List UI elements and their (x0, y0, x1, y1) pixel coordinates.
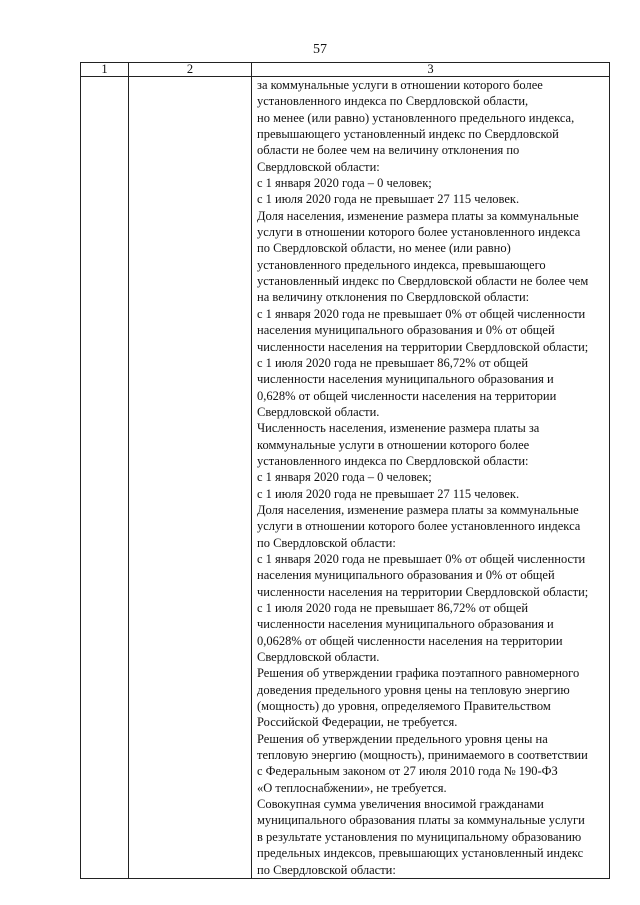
text-line: Численность населения, изменение размера платы за (257, 421, 540, 436)
text-line: установленный индекс по Свердловской области не более чем (257, 274, 589, 289)
table-row (81, 77, 610, 879)
text-line: Совокупная сумма увеличения вносимой гражданами (257, 797, 544, 812)
text-line: коммунальные услуги в отношении которого более (257, 437, 530, 452)
text-line: превышающего установленный индекс по Свердловской (257, 127, 559, 142)
column-2-cell (129, 77, 252, 879)
text-line: муниципального образования платы за коммунальные услуги (257, 813, 585, 828)
document-table (80, 62, 610, 879)
text-line: предельных индексов, превышающих установленный индекс (257, 846, 584, 861)
column-3-cell (252, 77, 610, 879)
text-line: с 1 июля 2020 года не превышает 86,72% от общей (257, 355, 529, 370)
text-line: населения муниципального образования и 0% от общей (257, 323, 555, 338)
text-line: (мощность) до уровня, определяемого Правительством (257, 699, 551, 714)
column-header-1: 1 (81, 63, 129, 77)
text-line: численности населения муниципального образования и (257, 372, 554, 387)
text-line: установленного индекса по Свердловской области, (257, 94, 529, 109)
text-line: услуги в отношении которого более установленного индекса (257, 519, 581, 534)
text-line: установленного предельного индекса, превышающего (257, 257, 546, 272)
text-line: с 1 июля 2020 года не превышает 27 115 человек. (257, 486, 520, 501)
text-line: с 1 января 2020 года не превышает 0% от общей численности (257, 306, 586, 321)
text-line: по Свердловской области: (257, 535, 396, 550)
text-line: Свердловской области. (257, 650, 380, 665)
text-line: области не более чем на величину отклонения по (257, 143, 520, 158)
text-line: доведения предельного уровня цены на тепловую энергию (257, 682, 570, 697)
text-line: по Свердловской области: (257, 862, 396, 877)
text-line: но менее (или равно) установленного предельного индекса, (257, 110, 575, 125)
column-header-2: 2 (129, 63, 252, 77)
text-line: с 1 января 2020 года не превышает 0% от общей численности (257, 551, 586, 566)
text-line: Доля населения, изменение размера платы за коммунальные (257, 502, 579, 517)
text-line: 0,628% от общей численности населения на территории (257, 388, 557, 403)
text-line: установленного индекса по Свердловской области: (257, 453, 529, 468)
text-line: Свердловской области. (257, 404, 380, 419)
text-line: Свердловской области: (257, 159, 380, 174)
text-line: в результате установления по муниципальному образованию (257, 829, 582, 844)
table-header-row (81, 63, 610, 77)
text-line: по Свердловской области, но менее (или равно) (257, 241, 511, 256)
text-line: тепловую энергию (мощность), принимаемого в соответствии (257, 748, 588, 763)
page-number: 57 (313, 42, 327, 57)
text-line: «О теплоснабжении», не требуется. (257, 780, 447, 795)
column-header-3: 3 (252, 63, 610, 77)
text-line: за коммунальные услуги в отношении которого более (257, 78, 543, 92)
text-line: численности населения муниципального образования и (257, 617, 554, 632)
text-line: с 1 июля 2020 года не превышает 86,72% от общей (257, 601, 529, 615)
text-line: услуги в отношении которого более установленного индекса (257, 225, 581, 240)
text-line: численности населения на территории Свердловской области; (257, 584, 589, 599)
text-line: с Федеральным законом от 27 июля 2010 года № 190-ФЗ (257, 764, 558, 779)
text-line: Решения об утверждении графика поэтапного равномерного (257, 666, 580, 681)
text-line: с 1 января 2020 года – 0 человек; (257, 176, 432, 191)
text-line: с 1 июля 2020 года не превышает 27 115 человек. (257, 192, 520, 207)
text-line: 0,0628% от общей численности населения на территории (257, 633, 563, 648)
text-line: численности населения на территории Свердловской области; (257, 339, 589, 354)
text-line: с 1 января 2020 года – 0 человек; (257, 470, 432, 485)
column-1-cell (81, 77, 129, 879)
text-line: Решения об утверждении предельного уровня цены на (257, 731, 548, 746)
text-line: Доля населения, изменение размера платы за коммунальные (257, 208, 579, 223)
column-3-text (252, 77, 609, 878)
text-line: Российской Федерации, не требуется. (257, 715, 458, 730)
text-line: населения муниципального образования и 0% от общей (257, 568, 555, 583)
text-line: на величину отклонения по Свердловской области: (257, 290, 530, 305)
